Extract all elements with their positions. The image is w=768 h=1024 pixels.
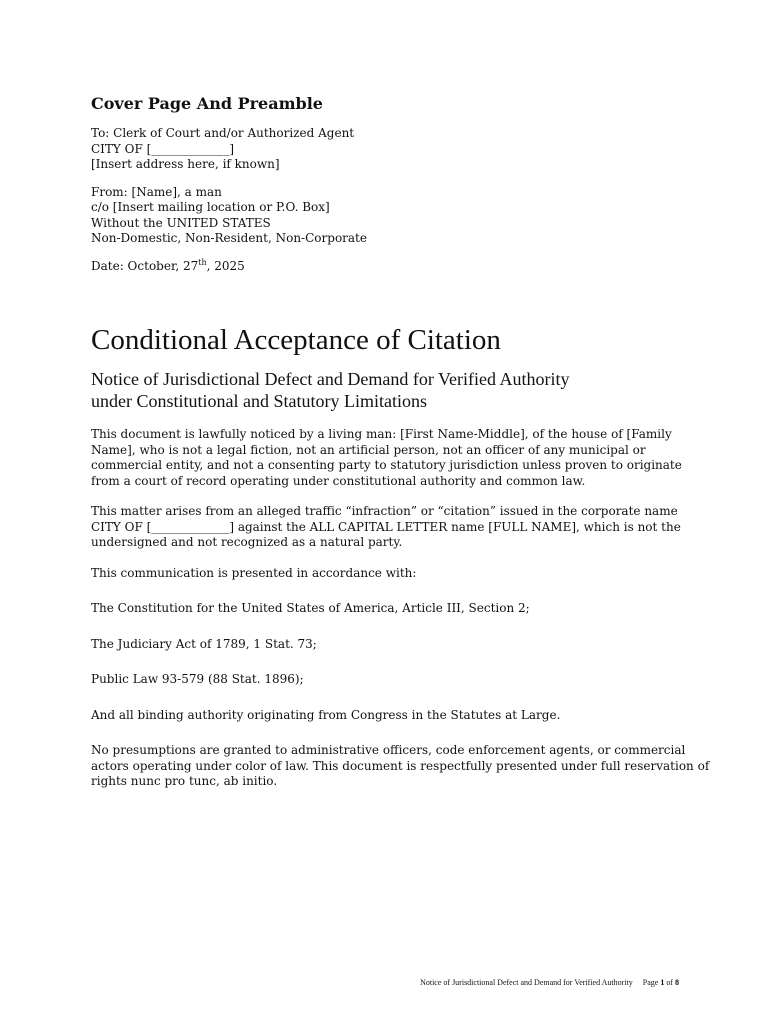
authority-item: And all binding authority originating from Congress in the Statutes at Large.	[91, 707, 561, 722]
paragraph-line: No presumptions are granted to administrative officers, code enforcement agents, or commercial	[91, 743, 686, 757]
page-content	[91, 93, 710, 805]
authority-item: The Judiciary Act of 1789, 1 Stat. 73;	[91, 636, 317, 651]
subtitle-line: under Constitutional and Statutory Limitations	[91, 391, 427, 411]
sender-line: Non-Domestic, Non-Resident, Non-Corporate	[91, 231, 367, 245]
sender-line: From: [Name], a man	[91, 184, 222, 199]
paragraph-line: from a court of record operating under constitutional authority and common law.	[91, 473, 586, 488]
sender-line: Without the UNITED STATES	[91, 215, 271, 230]
closing-paragraph	[91, 743, 710, 790]
recipient-line: CITY OF [_____________]	[91, 141, 235, 156]
footer-page-current: 1	[660, 978, 665, 987]
paragraph-line: undersigned and not recognized as a natural party.	[91, 535, 403, 549]
footer-page-total: 8	[675, 978, 679, 987]
footer-page-label: Page	[642, 978, 659, 987]
date-ordinal: th	[198, 257, 207, 267]
footer-page-of: of	[666, 978, 673, 987]
paragraph-line: This matter arises from an alleged traffic “infraction” or “citation” issued in the corporate name	[91, 504, 678, 518]
subtitle-line: Notice of Jurisdictional Defect and Demand for Verified Authority	[91, 369, 570, 389]
document-title: Conditional Acceptance of Citation	[91, 324, 501, 356]
paragraph-line: Name], who is not a legal fiction, not an artificial person, not an officer of any municipal or	[91, 442, 646, 457]
page-footer	[420, 977, 679, 988]
recipient-line: To: Clerk of Court and/or Authorized Agent	[91, 126, 355, 140]
footer-title: Notice of Jurisdictional Defect and Demand for Verified Authority	[420, 978, 633, 987]
recipient-block	[91, 126, 691, 173]
date-year: , 2025	[206, 258, 245, 273]
paragraph-line: commercial entity, and not a consenting party to statutory jurisdiction unless proven to originate	[91, 458, 682, 472]
paragraph-line: CITY OF [_____________] against the ALL CAPITAL LETTER name [FULL NAME], which is not the	[91, 519, 681, 534]
sender-line: c/o [Insert mailing location or P.O. Box]	[91, 200, 330, 214]
recipient-line: [Insert address here, if known]	[91, 157, 280, 171]
date-line	[91, 259, 691, 275]
date-prefix: Date: October, 27	[91, 258, 199, 273]
authority-item: Public Law 93-579 (88 Stat. 1896);	[91, 672, 304, 686]
notice-paragraph	[91, 427, 691, 489]
paragraph-line: rights nunc pro tunc, ab initio.	[91, 774, 278, 788]
authority-intro: This communication is presented in accordance with:	[91, 565, 417, 580]
cover-heading: Cover Page And Preamble	[91, 94, 323, 113]
document-subtitle	[91, 368, 691, 412]
paragraph-line: actors operating under color of law. This document is respectfully presented under full reservation of	[91, 758, 710, 773]
matter-paragraph	[91, 504, 691, 551]
authority-item: The Constitution for the United States of America, Article III, Section 2;	[91, 601, 530, 615]
paragraph-line: This document is lawfully noticed by a living man: [First Name-Middle], of the house of [Family	[91, 427, 672, 441]
sender-block	[91, 185, 691, 247]
